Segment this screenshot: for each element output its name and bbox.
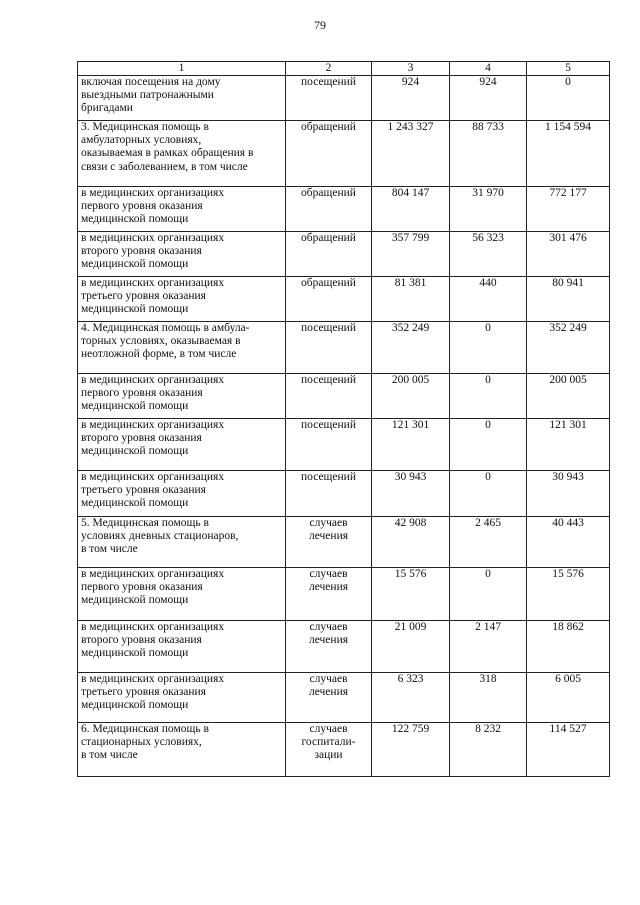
row-value-4: 0: [450, 471, 527, 517]
row-value-4: 8 232: [450, 723, 527, 777]
row-value-3: 1 243 327: [372, 121, 450, 187]
table-row: [78, 419, 610, 471]
row-value-4: 2 147: [450, 621, 527, 673]
row-value-3: 42 908: [372, 517, 450, 568]
column-header-2: 2: [286, 62, 372, 76]
row-unit: обращений: [286, 187, 372, 232]
row-value-5: 18 862: [527, 621, 610, 673]
row-name: в медицинских организациях первого уровня оказания медицинской помощи: [78, 374, 286, 419]
header-row: [78, 62, 610, 76]
row-value-5: 200 005: [527, 374, 610, 419]
row-value-3: 121 301: [372, 419, 450, 471]
row-value-3: 81 381: [372, 277, 450, 322]
row-unit: посещений: [286, 374, 372, 419]
row-value-4: 56 323: [450, 232, 527, 277]
row-value-3: 21 009: [372, 621, 450, 673]
table-row: [78, 471, 610, 517]
row-value-3: 15 576: [372, 568, 450, 621]
row-unit: посещений: [286, 76, 372, 121]
table-row: [78, 121, 610, 187]
row-value-5: 121 301: [527, 419, 610, 471]
row-value-4: 0: [450, 419, 527, 471]
row-value-5: 772 177: [527, 187, 610, 232]
row-value-4: 0: [450, 568, 527, 621]
row-value-5: 114 527: [527, 723, 610, 777]
table-row: [78, 187, 610, 232]
row-unit: обращений: [286, 232, 372, 277]
row-value-3: 804 147: [372, 187, 450, 232]
table-row: [78, 322, 610, 374]
row-value-4: 88 733: [450, 121, 527, 187]
row-unit: обращений: [286, 121, 372, 187]
row-value-5: 301 476: [527, 232, 610, 277]
row-value-4: 924: [450, 76, 527, 121]
column-header-4: 4: [450, 62, 527, 76]
row-name: 4. Медицинская помощь в амбула- торных условиях, оказываемая в неотложной форме, в том числе: [78, 322, 286, 374]
table-row: [78, 621, 610, 673]
row-name: в медицинских организациях первого уровня оказания медицинской помощи: [78, 568, 286, 621]
row-value-3: 200 005: [372, 374, 450, 419]
row-unit: посещений: [286, 471, 372, 517]
table-row: [78, 232, 610, 277]
row-value-3: 30 943: [372, 471, 450, 517]
row-value-3: 924: [372, 76, 450, 121]
row-name: 3. Медицинская помощь в амбулаторных условиях, оказываемая в рамках обращения в связи с заболеванием, в том числе: [78, 121, 286, 187]
row-unit: посещений: [286, 322, 372, 374]
row-value-3: 357 799: [372, 232, 450, 277]
row-name: в медицинских организациях второго уровня оказания медицинской помощи: [78, 232, 286, 277]
row-value-4: 2 465: [450, 517, 527, 568]
row-name: 5. Медицинская помощь в условиях дневных стационаров, в том числе: [78, 517, 286, 568]
row-name: в медицинских организациях второго уровня оказания медицинской помощи: [78, 621, 286, 673]
row-name: в медицинских организациях третьего уровня оказания медицинской помощи: [78, 471, 286, 517]
row-value-5: 0: [527, 76, 610, 121]
row-value-5: 30 943: [527, 471, 610, 517]
row-value-4: 0: [450, 374, 527, 419]
row-name: в медицинских организациях третьего уровня оказания медицинской помощи: [78, 277, 286, 322]
row-value-5: 80 941: [527, 277, 610, 322]
row-name: в медицинских организациях третьего уровня оказания медицинской помощи: [78, 673, 286, 723]
column-header-3: 3: [372, 62, 450, 76]
row-name: в медицинских организациях второго уровня оказания медицинской помощи: [78, 419, 286, 471]
row-unit: случаев госпитали- зации: [286, 723, 372, 777]
row-value-4: 31 970: [450, 187, 527, 232]
row-value-4: 318: [450, 673, 527, 723]
row-value-3: 352 249: [372, 322, 450, 374]
row-value-4: 440: [450, 277, 527, 322]
row-name: в медицинских организациях первого уровня оказания медицинской помощи: [78, 187, 286, 232]
column-header-5: 5: [527, 62, 610, 76]
row-value-5: 1 154 594: [527, 121, 610, 187]
row-value-4: 0: [450, 322, 527, 374]
table-row: [78, 723, 610, 777]
row-unit: случаев лечения: [286, 568, 372, 621]
table-row: [78, 673, 610, 723]
table-row: [78, 277, 610, 322]
page-number: 79: [314, 18, 326, 32]
row-value-3: 122 759: [372, 723, 450, 777]
column-header-1: 1: [78, 62, 286, 76]
table-row: [78, 76, 610, 121]
row-value-5: 15 576: [527, 568, 610, 621]
row-unit: посещений: [286, 419, 372, 471]
table-row: [78, 517, 610, 568]
table-row: [78, 568, 610, 621]
row-name: 6. Медицинская помощь в стационарных условиях, в том числе: [78, 723, 286, 777]
row-unit: случаев лечения: [286, 517, 372, 568]
row-unit: случаев лечения: [286, 621, 372, 673]
table-row: [78, 374, 610, 419]
data-table: [77, 61, 610, 777]
row-value-5: 6 005: [527, 673, 610, 723]
row-unit: обращений: [286, 277, 372, 322]
row-value-5: 352 249: [527, 322, 610, 374]
row-unit: случаев лечения: [286, 673, 372, 723]
row-value-5: 40 443: [527, 517, 610, 568]
row-value-3: 6 323: [372, 673, 450, 723]
row-name: включая посещения на дому выездными патронажными бригадами: [78, 76, 286, 121]
